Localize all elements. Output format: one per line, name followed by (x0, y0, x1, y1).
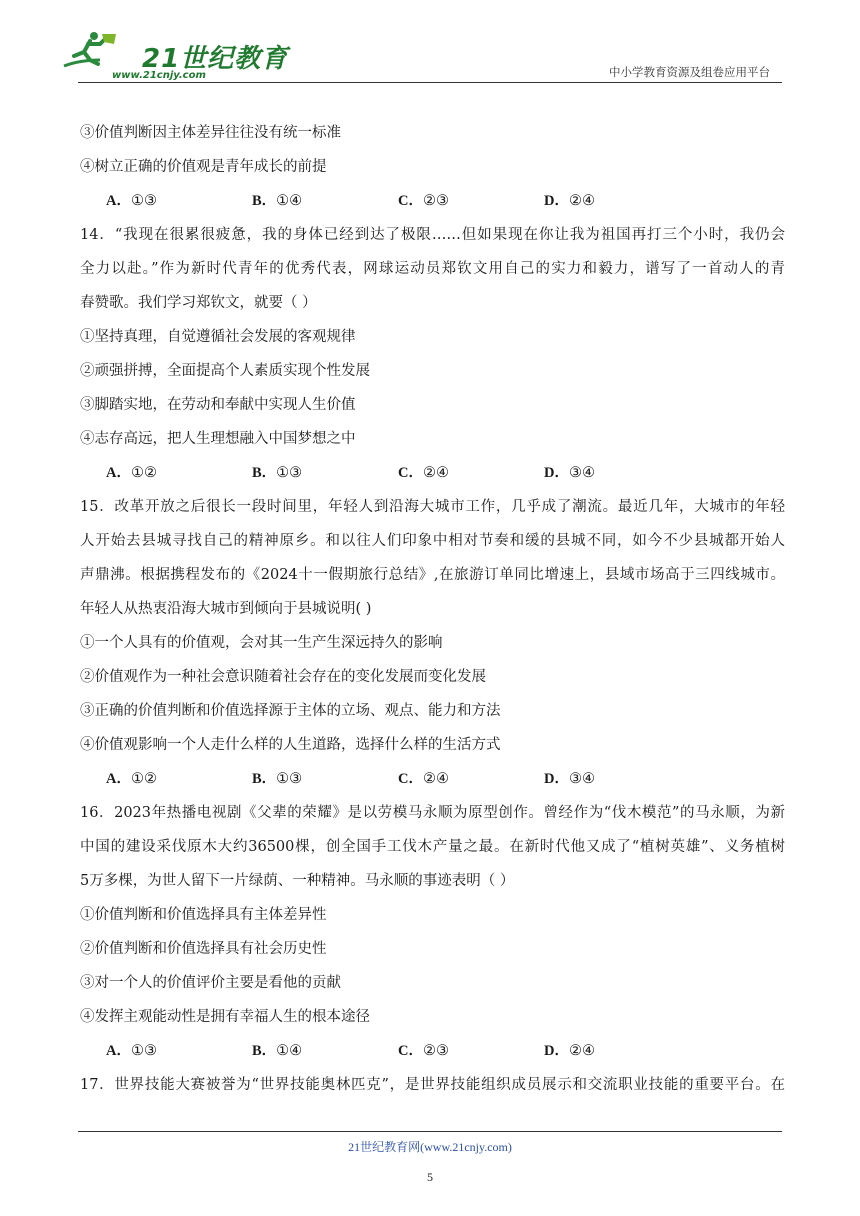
question-content (80, 116, 785, 1102)
question-stem: 春赞歌。我们学习郑钦文，就要（ ） (80, 295, 317, 311)
logo-text: 21世纪教育 (142, 44, 289, 74)
option-c[interactable]: C．②④ (398, 771, 449, 787)
question-stem: 中国的建设采伐原木大约36500棵，创全国手工伐木产量之最。在新时代他又成了“植树英雄”、义务植树 (80, 839, 785, 855)
footer-divider (78, 1131, 782, 1132)
options-row (80, 456, 785, 490)
statement: ①价值判断和价值选择具有主体差异性 (80, 907, 327, 923)
page-header (0, 0, 860, 90)
statement: ①一个人具有的价值观，会对其一生产生深远持久的影响 (80, 635, 443, 651)
statement: ③正确的价值判断和价值选择源于主体的立场、观点、能力和方法 (80, 703, 501, 719)
question-stem: 16．2023年热播电视剧《父辈的荣耀》是以劳模马永顺为原型创作。曾经作为“伐木模范”的马永顺，为新 (80, 805, 785, 821)
page-number: 5 (427, 1170, 433, 1184)
option-d[interactable]: D．②④ (544, 193, 595, 209)
option-b[interactable]: B．①④ (252, 1043, 303, 1059)
question-stem: 17．世界技能大赛被誉为“世界技能奥林匹克”，是世界技能组织成员展示和交流职业技能的重要平台。在 (80, 1077, 785, 1093)
statement: ③对一个人的价值评价主要是看他的贡献 (80, 975, 341, 991)
option-c[interactable]: C．②④ (398, 465, 449, 481)
statement: ②价值判断和价值选择具有社会历史性 (80, 941, 327, 957)
options-row (80, 1034, 785, 1068)
option-d[interactable]: D．③④ (544, 771, 595, 787)
option-b[interactable]: B．①③ (252, 771, 303, 787)
option-a[interactable]: A．①③ (106, 1043, 157, 1059)
statement: ③价值判断因主体差异往往没有统一标准 (80, 125, 341, 141)
option-d[interactable]: D．③④ (544, 465, 595, 481)
statement: ④价值观影响一个人走什么样的人生道路，选择什么样的生活方式 (80, 737, 501, 753)
statement: ④志存高远，把人生理想融入中国梦想之中 (80, 431, 356, 447)
question-stem: 年轻人从热衷沿海大城市到倾向于县城说明( ) (80, 601, 372, 617)
question-stem: 全力以赴。”作为新时代青年的优秀代表，网球运动员郑钦文用自己的实力和毅力，谱写了一首动人的青 (80, 261, 785, 277)
options-row (80, 762, 785, 796)
option-b[interactable]: B．①④ (252, 193, 303, 209)
option-a[interactable]: A．①③ (106, 193, 157, 209)
option-d[interactable]: D．②④ (544, 1043, 595, 1059)
footer-site-link[interactable]: 21世纪教育网(www.21cnjy.com) (348, 1140, 512, 1154)
question-stem: 5万多棵，为世人留下一片绿荫、一种精神。马永顺的事迹表明（ ） (80, 873, 515, 889)
runner-icon (60, 30, 120, 70)
statement: ③脚踏实地，在劳动和奉献中实现人生价值 (80, 397, 356, 413)
statement: ②顽强拼搏，全面提高个人素质实现个性发展 (80, 363, 370, 379)
header-divider (78, 82, 782, 83)
option-c[interactable]: C．②③ (398, 193, 449, 209)
statement: ④树立正确的价值观是青年成长的前提 (80, 159, 327, 175)
header-platform-text: 中小学教育资源及组卷应用平台 (609, 65, 770, 79)
options-row (80, 184, 785, 218)
question-stem: 声鼎沸。根据携程发布的《2024十一假期旅行总结》,在旅游订单同比增速上，县域市场高于三四线城市。 (80, 567, 785, 583)
option-a[interactable]: A．①② (106, 465, 157, 481)
question-stem: 15．改革开放之后很长一段时间里，年轻人到沿海大城市工作，几乎成了潮流。最近几年，大城市的年轻 (80, 499, 785, 515)
statement: ②价值观作为一种社会意识随着社会存在的变化发展而变化发展 (80, 669, 486, 685)
option-a[interactable]: A．①② (106, 771, 157, 787)
option-c[interactable]: C．②③ (398, 1043, 449, 1059)
statement: ④发挥主观能动性是拥有幸福人生的根本途径 (80, 1009, 370, 1025)
question-stem: 人开始去县城寻找自己的精神原乡。和以往人们印象中相对节奏和缓的县城不同，如今不少县城都开始人 (80, 533, 785, 549)
logo-url: www.21cnjy.com (112, 70, 206, 81)
site-logo (60, 28, 289, 81)
statement: ①坚持真理，自觉遵循社会发展的客观规律 (80, 329, 356, 345)
question-stem: 14．“我现在很累很疲惫，我的身体已经到达了极限……但如果现在你让我为祖国再打三个小时，我仍会 (80, 227, 785, 243)
option-b[interactable]: B．①③ (252, 465, 303, 481)
